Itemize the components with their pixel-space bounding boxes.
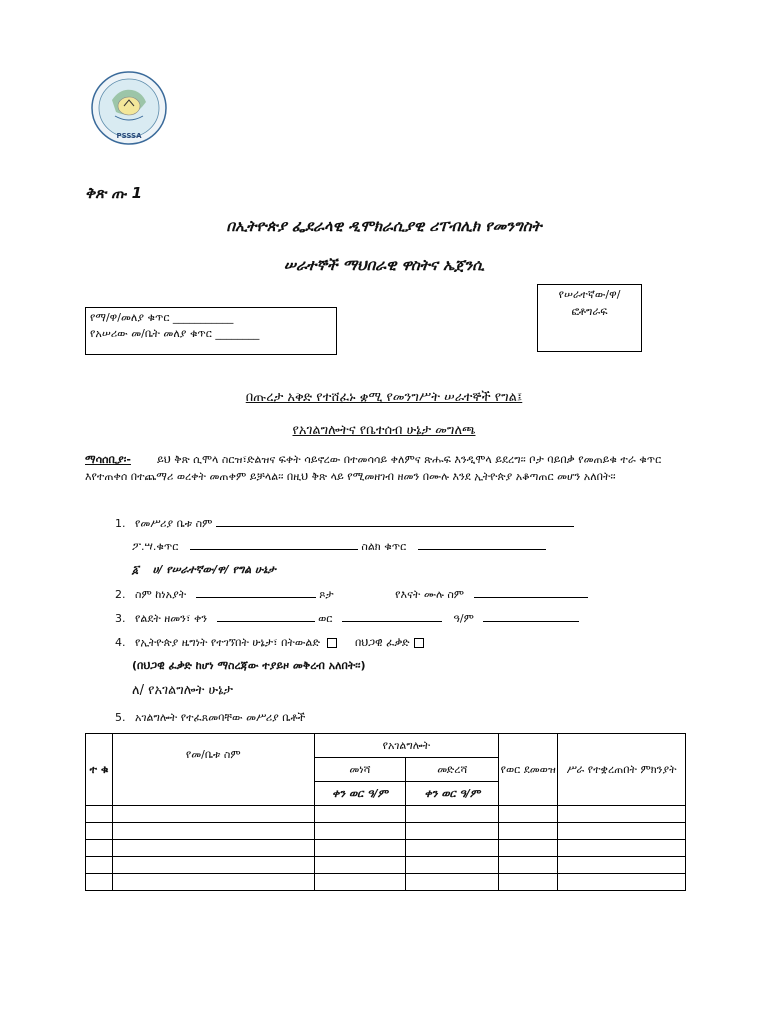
section-a-text: ሀ/ የሠራተኛው/ዋ/ የግል ሁኔታ <box>152 563 276 576</box>
table-cell[interactable] <box>499 857 558 874</box>
notice <box>85 451 685 485</box>
id-number-box <box>85 307 337 355</box>
dob-year-label: ዓ/ም <box>453 612 474 625</box>
table-cell[interactable] <box>558 840 686 857</box>
logo-text: PSSSA <box>116 132 142 140</box>
citizenship-label: የኢትዮጵያ ዜግነት የተገኘበት ሁኔታ፣ በትውልድ <box>135 636 320 649</box>
photo-box <box>537 284 642 352</box>
dob-year-field[interactable] <box>483 611 579 622</box>
subheading-1 <box>0 390 768 405</box>
attach-note: (በህጋዊ ፈቃድ ከሆነ ማስረጃው ተያይዞ መቅረብ አለበት፡፡) <box>132 659 366 672</box>
table-cell[interactable] <box>558 874 686 891</box>
col-start-date-header: ቀን ወር ዓ/ም <box>314 782 406 806</box>
item-1-number: 1. <box>115 517 126 530</box>
mother-name-field[interactable] <box>474 587 588 598</box>
section-b-title: ለ/ የአገልግሎት ሁኔታ <box>132 683 233 698</box>
gender-label: ጾታ <box>319 588 334 601</box>
table-cell[interactable] <box>314 823 406 840</box>
table-cell[interactable] <box>86 874 113 891</box>
full-name-label: ስም ከነአያት <box>135 588 187 601</box>
table-cell[interactable] <box>86 806 113 823</box>
col-reason-header: ሥራ የተቋረጠበት ምክንያት <box>558 734 686 806</box>
item-1 <box>115 516 574 531</box>
item-2 <box>115 587 588 602</box>
subheading-1-text: በጡረታ አቅድ የተሸፈኑ ቋሚ የመንግሥት ሠራተኞች የግል፤ <box>245 390 523 405</box>
table-row <box>86 857 686 874</box>
dob-month-field[interactable] <box>342 611 442 622</box>
services-table <box>85 733 686 891</box>
notice-text: ይህ ቅጽ ሲሞላ ስርዝ፣ድልዝና ፍቀት ሳይኖረው በተመሳሳይ ቀለምና ጽሑፍ እንዲሞላ ይደረግ፡፡ ቦታ ባይበቃ የመጠይቁ ተራ ቁጥር እየተጠቀሰ በተጨማሪ ወረቀት መጠቀም ይቻላል፡፡ በዚህ ቅጽ ላይ የሚመዘገብ ዘመን በሙሉ እንደ ኢትዮጵያ አቆጣጠር መሆን አለበት፡፡ <box>85 453 662 483</box>
section-a-mark: ፩ <box>132 563 139 576</box>
section-a-title <box>132 563 276 577</box>
po-box-label: ፖ.ሣ.ቁጥር <box>132 540 179 553</box>
item-3-number: 3. <box>115 612 126 625</box>
form-number: ቅጽ ጡ 1 <box>85 184 143 202</box>
phone-field[interactable] <box>418 539 546 550</box>
col-end-date-header: ቀን ወር ዓ/ም <box>406 782 499 806</box>
legal-permit-checkbox[interactable] <box>414 638 424 648</box>
table-cell[interactable] <box>112 840 314 857</box>
table-cell[interactable] <box>112 806 314 823</box>
agency-logo <box>90 70 168 146</box>
title-line-1: በኢትዮጵያ ፌደራላዊ ዲሞክራሲያዊ ሪፐብሊክ የመንግስት <box>226 217 542 235</box>
po-box-field[interactable] <box>190 539 358 550</box>
table-row <box>86 840 686 857</box>
col-salary-header: የወር ደመወዝ <box>499 734 558 806</box>
table-row <box>86 806 686 823</box>
table-cell[interactable] <box>499 806 558 823</box>
po-phone-row <box>132 539 546 554</box>
by-birth-checkbox[interactable] <box>327 638 337 648</box>
table-cell[interactable] <box>86 823 113 840</box>
table-cell[interactable] <box>314 806 406 823</box>
table-cell[interactable] <box>406 857 499 874</box>
notice-label: ማሳሰቢያ፡- <box>85 453 131 466</box>
col-start-header: መነሻ <box>314 758 406 782</box>
mother-name-label: የእናት ሙሉ ስም <box>395 588 465 601</box>
title-line-2: ሠራተኞች ማህበራዊ ዋስትና ኤጀንሲ <box>283 256 485 274</box>
item-3 <box>115 611 579 626</box>
item-4 <box>115 636 424 650</box>
table-cell[interactable] <box>314 840 406 857</box>
col-end-header: መድረሻ <box>406 758 499 782</box>
dob-day-field[interactable] <box>217 611 315 622</box>
table-cell[interactable] <box>112 857 314 874</box>
dob-label: የልደት ዘመን፣ ቀን <box>135 612 208 625</box>
table-cell[interactable] <box>86 857 113 874</box>
item-5 <box>115 711 305 725</box>
table-cell[interactable] <box>558 857 686 874</box>
table-row <box>86 823 686 840</box>
employer-name-field[interactable] <box>216 516 574 527</box>
employer-name-label: የመሥሪያ ቤቱ ስም <box>135 517 213 530</box>
photo-box-line1: የሠራተኛው/ዋ/ <box>558 288 621 301</box>
services-label: አገልግሎት የተፈጸመባቸው መሥሪያ ቤቶች <box>135 711 306 724</box>
table-cell[interactable] <box>406 806 499 823</box>
subheading-2-text: የአገልግሎትና የቤተሰብ ሁኔታ መግለጫ <box>292 423 476 438</box>
table-cell[interactable] <box>406 840 499 857</box>
table-cell[interactable] <box>112 823 314 840</box>
col-office-header: የመ/ቤቱ ስም <box>112 734 314 806</box>
col-service-header: የአገልግሎት <box>314 734 499 758</box>
item-5-number: 5. <box>115 711 126 724</box>
table-cell[interactable] <box>499 874 558 891</box>
table-cell[interactable] <box>406 874 499 891</box>
table-cell[interactable] <box>558 806 686 823</box>
col-number-header: ተ ቁ <box>86 734 113 806</box>
full-name-field[interactable] <box>196 587 316 598</box>
employee-id-field[interactable]: የማ/ዋ/መለያ ቁጥር ___________ <box>90 311 234 324</box>
subheading-2 <box>0 423 768 438</box>
phone-label: ስልክ ቁጥር <box>361 540 407 553</box>
item-2-number: 2. <box>115 588 126 601</box>
table-cell[interactable] <box>112 874 314 891</box>
table-cell[interactable] <box>314 857 406 874</box>
item-4-number: 4. <box>115 636 126 649</box>
table-cell[interactable] <box>86 840 113 857</box>
table-cell[interactable] <box>314 874 406 891</box>
table-cell[interactable] <box>499 823 558 840</box>
legal-permit-label: በህጋዊ ፈቃድ <box>354 636 410 649</box>
table-row <box>86 874 686 891</box>
table-cell[interactable] <box>499 840 558 857</box>
employer-id-field[interactable]: የአሠሪው መ/ቤት መለያ ቁጥር ________ <box>90 327 260 340</box>
table-cell[interactable] <box>406 823 499 840</box>
dob-month-label: ወር <box>318 612 333 625</box>
table-cell[interactable] <box>558 823 686 840</box>
photo-box-line2: ፎቶግራፍ <box>571 305 608 318</box>
